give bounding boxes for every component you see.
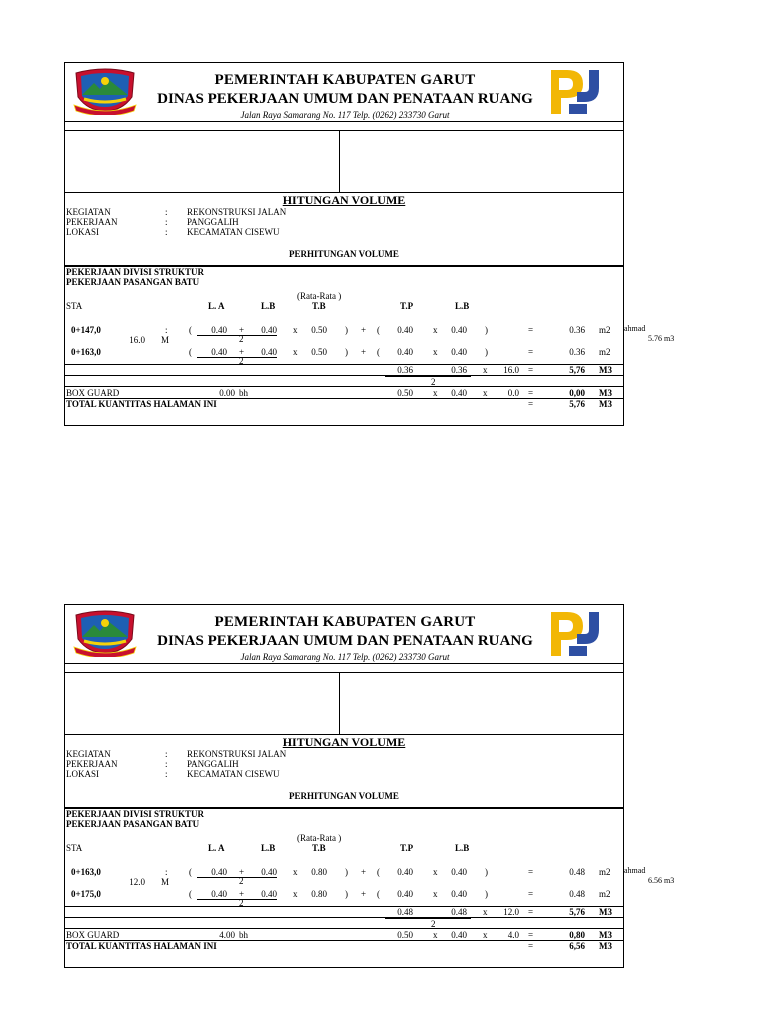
unit-1: m2 [599,867,611,877]
row-divider [65,364,623,365]
unit-m: M [161,335,170,345]
sum-unit: M3 [599,365,612,375]
divisi-label: PEKERJAAN DIVISI STRUKTUR [66,267,205,277]
sum-result: 5,76 [569,365,585,375]
times: x [433,867,438,877]
times: x [483,365,488,375]
sta-1: 0+163,0 [71,867,101,877]
box-tp: 0.50 [397,930,413,940]
garut-regency-emblem-icon [72,609,138,657]
unit-bh: bh [239,930,248,940]
blank-box-divider [339,673,340,734]
result-2: 0.36 [569,347,585,357]
side-note-volume: 5.76 m3 [648,334,675,343]
distance: 16.0 [129,335,145,345]
plus: + [239,867,245,877]
box-unit: M3 [599,388,612,398]
pupr-logo-icon [547,68,603,116]
calc-table [64,808,624,968]
pekerjaan-label: PEKERJAAN [66,217,118,227]
equals: = [528,907,534,917]
times: x [433,388,438,398]
rata-rata-label: (Rata-Rata ) [297,833,342,843]
plus: + [361,889,367,899]
open-paren: ( [377,889,380,899]
lb-1: 0.40 [261,325,277,335]
equals: = [528,347,534,357]
close-paren: ) [345,325,348,335]
times: x [433,347,438,357]
close-paren: ) [485,347,488,357]
equals: = [528,930,534,940]
unit-1: m2 [599,325,611,335]
box-count: 4.00 [219,930,235,940]
open-paren: ( [377,867,380,877]
colon: : [165,759,168,769]
header-line2: DINAS PEKERJAAN UMUM DAN PENATAAN RUANG [157,91,533,107]
box-len: 4.0 [507,930,519,940]
box-tp: 0.50 [397,388,413,398]
close-paren: ) [345,889,348,899]
kegiatan-value: REKONSTRUKSI JALAN [187,207,287,217]
lokasi-label: LOKASI [66,227,99,237]
perhitungan-heading: PERHITUNGAN VOLUME [289,791,399,801]
plus: + [239,347,245,357]
lokasi-label: LOKASI [66,769,99,779]
open-paren: ( [189,325,192,335]
total-result: 5,76 [569,399,585,409]
divisor: 2 [239,876,244,886]
spacer-band [64,121,624,131]
col-sta: STA [66,301,83,311]
blank-box [64,673,624,735]
unit-2: m2 [599,889,611,899]
close-paren: ) [345,867,348,877]
sta-2: 0+163,0 [71,347,101,357]
equals: = [528,867,534,877]
open-paren: ( [377,325,380,335]
header-line1: PEMERINTAH KABUPATEN GARUT [214,72,476,88]
row-divider [65,906,623,907]
header-address: Jalan Raya Samarang No. 117 Telp. (0262) 233730 Garut [240,652,450,662]
pekerjaan-item-label: PEKERJAAN PASANGAN BATU [66,819,200,829]
pupr-logo-icon [547,610,603,658]
sum-a: 0.36 [397,365,413,375]
plus: + [239,325,245,335]
box-lb: 0.40 [451,388,467,398]
total-label: TOTAL KUANTITAS HALAMAN INI [66,399,217,409]
col-la: L. A [208,301,225,311]
plus: + [361,325,367,335]
unit-bh: bh [239,388,248,398]
la-1: 0.40 [211,325,227,335]
lb-2: 0.40 [261,347,277,357]
sta-1: 0+147,0 [71,325,101,335]
total-label: TOTAL KUANTITAS HALAMAN INI [66,941,217,951]
lb2-2: 0.40 [451,347,467,357]
box-unit: M3 [599,930,612,940]
fraction-line [385,918,471,919]
box-count: 0.00 [219,388,235,398]
divisor: 2 [431,377,436,387]
side-note-volume: 6.56 m3 [648,876,675,885]
pekerjaan-value: PANGGALIH [187,217,239,227]
times: x [483,930,488,940]
divisor: 2 [239,356,244,366]
box-guard-label: BOX GUARD [66,930,120,940]
doc-title: HITUNGAN VOLUME [282,735,406,749]
result-1: 0.48 [569,867,585,877]
letterhead [64,62,624,122]
tb-2: 0.80 [311,889,327,899]
close-paren: ) [485,889,488,899]
col-lb: L.B [261,843,276,853]
times: x [293,867,298,877]
blank-box [64,131,624,193]
col-sta: STA [66,843,83,853]
equals: = [528,325,534,335]
equals: = [528,399,534,409]
divisor: 2 [431,919,436,929]
fraction-line [197,899,277,900]
pekerjaan-value: PANGGALIH [187,759,239,769]
total-unit: M3 [599,399,612,409]
fraction-line [197,357,277,358]
box-result: 0,00 [569,388,585,398]
info-section [64,193,624,266]
calc-table [64,266,624,426]
result-1: 0.36 [569,325,585,335]
close-paren: ) [485,867,488,877]
la-2: 0.40 [211,889,227,899]
times: x [293,325,298,335]
col-la: L. A [208,843,225,853]
kegiatan-value: REKONSTRUKSI JALAN [187,749,287,759]
fraction-line [385,376,471,377]
divisor: 2 [239,898,244,908]
row-divider [65,375,623,376]
tb-2: 0.50 [311,347,327,357]
open-paren: ( [189,347,192,357]
perhitungan-heading: PERHITUNGAN VOLUME [289,249,399,259]
side-note-name: ahmad [624,866,646,875]
times: x [433,325,438,335]
colon: : [165,749,168,759]
tp-2: 0.40 [397,347,413,357]
kegiatan-label: KEGIATAN [66,207,111,217]
equals: = [528,941,534,951]
box-guard-label: BOX GUARD [66,388,120,398]
col-lb2: L.B [455,301,470,311]
sum-a: 0.48 [397,907,413,917]
tp-1: 0.40 [397,867,413,877]
row-divider [65,386,623,387]
lokasi-value: KECAMATAN CISEWU [187,769,280,779]
sum-b: 0.36 [451,365,467,375]
lokasi-value: KECAMATAN CISEWU [187,227,280,237]
la-1: 0.40 [211,867,227,877]
plus: + [239,889,245,899]
times: x [293,347,298,357]
col-tb: T.B [312,301,326,311]
times: x [433,889,438,899]
kegiatan-label: KEGIATAN [66,749,111,759]
info-section [64,735,624,808]
pekerjaan-item-label: PEKERJAAN PASANGAN BATU [66,277,200,287]
open-paren: ( [189,889,192,899]
tp-1: 0.40 [397,325,413,335]
doc-title: HITUNGAN VOLUME [282,193,406,207]
colon: : [165,325,168,335]
header-line2: DINAS PEKERJAAN UMUM DAN PENATAAN RUANG [157,633,533,649]
open-paren: ( [189,867,192,877]
equals: = [528,365,534,375]
lb-2: 0.40 [261,889,277,899]
garut-regency-emblem-icon [72,67,138,115]
times: x [483,388,488,398]
divisor: 2 [239,334,244,344]
rata-rata-label: (Rata-Rata ) [297,291,342,301]
sum-unit: M3 [599,907,612,917]
colon: : [165,227,168,237]
close-paren: ) [345,347,348,357]
sum-b: 0.48 [451,907,467,917]
row-divider [65,917,623,918]
lb2-1: 0.40 [451,325,467,335]
close-paren: ) [485,325,488,335]
tp-2: 0.40 [397,889,413,899]
total-unit: M3 [599,941,612,951]
box-result: 0,80 [569,930,585,940]
colon: : [165,207,168,217]
plus: + [361,867,367,877]
col-lb: L.B [261,301,276,311]
box-lb: 0.40 [451,930,467,940]
colon: : [165,867,168,877]
fraction-line [197,877,277,878]
colon: : [165,769,168,779]
tb-1: 0.50 [311,325,327,335]
times: x [483,907,488,917]
col-lb2: L.B [455,843,470,853]
tb-1: 0.80 [311,867,327,877]
col-tb: T.B [312,843,326,853]
sta-2: 0+175,0 [71,889,101,899]
side-note-name: ahmad [624,324,646,333]
sum-len: 12.0 [503,907,519,917]
spacer-band [64,663,624,673]
equals: = [528,889,534,899]
pekerjaan-label: PEKERJAAN [66,759,118,769]
times: x [433,930,438,940]
equals: = [528,388,534,398]
box-len: 0.0 [507,388,519,398]
result-2: 0.48 [569,889,585,899]
total-result: 6,56 [569,941,585,951]
open-paren: ( [377,347,380,357]
header-address: Jalan Raya Samarang No. 117 Telp. (0262) 233730 Garut [240,110,450,120]
unit-m: M [161,877,170,887]
sum-len: 16.0 [503,365,519,375]
times: x [293,889,298,899]
blank-box-divider [339,131,340,192]
plus: + [361,347,367,357]
header-line1: PEMERINTAH KABUPATEN GARUT [214,614,476,630]
lb-1: 0.40 [261,867,277,877]
row-divider [65,928,623,929]
lb2-1: 0.40 [451,867,467,877]
unit-2: m2 [599,347,611,357]
fraction-line [197,335,277,336]
la-2: 0.40 [211,347,227,357]
letterhead [64,604,624,664]
sum-result: 5,76 [569,907,585,917]
divisi-label: PEKERJAAN DIVISI STRUKTUR [66,809,205,819]
distance: 12.0 [129,877,145,887]
colon: : [165,217,168,227]
lb2-2: 0.40 [451,889,467,899]
col-tp: T.P [400,843,414,853]
col-tp: T.P [400,301,414,311]
